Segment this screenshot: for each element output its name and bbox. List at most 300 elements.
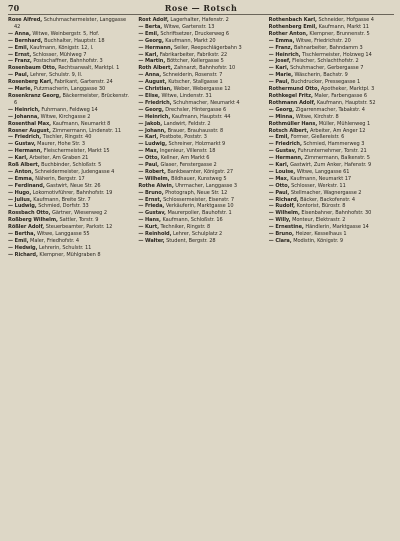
entry-details: Postbote, Poststr. 3 — [159, 134, 207, 141]
entry-name: — Marie, — [8, 86, 33, 93]
directory-entry — [8, 38, 133, 45]
directory-entry — [269, 176, 394, 183]
directory-entry — [138, 141, 263, 148]
entry-details: Bildhauer, Kunstweg 5 — [171, 175, 227, 182]
entry-name: — Berta, — [138, 23, 163, 30]
directory-entry — [8, 231, 133, 238]
entry-name: — Clara, — [268, 238, 292, 244]
entry-name: — Johanna, — [8, 113, 40, 120]
directory-entry — [8, 238, 133, 245]
entry-name: — Karl, — [138, 51, 159, 58]
entry-details: Photograph, Neue Str. 12 — [165, 189, 228, 196]
directory-entry — [8, 183, 133, 190]
entry-name: — Gustav, — [8, 141, 36, 148]
entry-details: Maler, Friedhofstr. 4 — [30, 238, 80, 244]
directory-entry — [138, 217, 263, 224]
entry-details: Buchdrucker, Pressegasse 1 — [290, 79, 361, 86]
entry-details: Maler, Farbengasse 6 — [314, 92, 368, 99]
directory-entry — [269, 72, 394, 79]
entry-name: Rothmann Adolf, — [268, 99, 316, 106]
directory-entry — [8, 107, 133, 114]
directory-entry — [138, 176, 263, 183]
entry-name: — Ernestine, — [268, 224, 304, 231]
entry-details: Klempner, Mühlgraben 8 — [39, 251, 101, 258]
entry-details: Lokomotivführer, Bahnhofstr. 19 — [32, 189, 113, 196]
entry-name: — Emma, — [8, 175, 34, 182]
entry-name: — Christian, — [138, 86, 173, 93]
entry-name: Rothenbach Karl, — [268, 17, 317, 23]
entry-details: Schreiner, Holzmarkt 9 — [168, 141, 226, 148]
entry-details: Witwe, Weinbergstr. 5, Hof. — [32, 30, 100, 37]
directory-entry — [138, 24, 263, 31]
directory-entry — [138, 134, 263, 141]
directory-entry — [138, 93, 263, 100]
entry-name: — Ernst, — [138, 196, 162, 203]
entry-details: Kaufmann, Markt 20 — [165, 37, 216, 44]
entry-name: — Minna, — [268, 113, 295, 120]
entry-name: — Paul, — [268, 79, 290, 86]
entry-details: Apotheker, Marktpl. 3 — [320, 86, 375, 93]
entry-name: — Friedrich, — [138, 99, 172, 106]
entry-name: — Bertha, — [8, 231, 36, 238]
entry-name: — Josef, — [268, 58, 291, 65]
entry-name: Rosenbaum Otto, — [8, 65, 57, 72]
directory-entry — [138, 52, 263, 59]
columns — [8, 17, 394, 537]
directory-entry — [8, 45, 133, 52]
directory-entry — [8, 17, 133, 31]
entry-details: Verkäuferin, Marktgasse 10 — [165, 203, 234, 210]
entry-name: — Georg, — [138, 37, 164, 44]
entry-details: Gärtner, Wiesenweg 2 — [51, 210, 108, 217]
entry-name: — Heinrich, — [268, 51, 301, 58]
directory-entry — [269, 238, 394, 245]
directory-entry — [269, 65, 394, 72]
entry-name: Rosenkranz Georg, — [8, 92, 61, 99]
directory-entry — [269, 128, 394, 135]
entry-name: — Karl, — [268, 65, 289, 72]
entry-details: Klempner, Brunnenstr. 5 — [309, 30, 370, 37]
entry-name: — Elise, — [138, 92, 160, 99]
entry-name: — Gustav, — [138, 210, 166, 217]
directory-entry — [269, 231, 394, 238]
entry-details: Maurerpolier, Bauhofstr. 1 — [167, 210, 232, 217]
header-rule — [8, 14, 394, 15]
entry-details: Stellmacher, Wagnergasse 2 — [290, 189, 362, 196]
entry-name: — Heinrich, — [138, 113, 171, 120]
entry-name: — Heinrich, — [8, 106, 40, 113]
entry-details: Bahnarbeiter, Bahndamm 3 — [294, 44, 363, 51]
directory-entry — [8, 224, 133, 231]
directory-entry — [8, 245, 133, 252]
entry-details: Bankbeamter, Königstr. 27 — [167, 168, 234, 175]
entry-name: — Hermann, — [268, 155, 303, 162]
page-number: 70 — [8, 3, 20, 13]
entry-details: Uhrmacher, Langgasse 3 — [175, 182, 238, 189]
entry-name: — Marie, — [268, 72, 293, 79]
entry-details: Lehrer, Schulplatz 2 — [173, 231, 223, 238]
directory-entry — [8, 169, 133, 176]
entry-details: Schneider, Hofgasse 4 — [318, 17, 374, 23]
directory-entry — [8, 86, 133, 93]
directory-entry — [8, 58, 133, 65]
entry-name: — August, — [138, 79, 167, 86]
entry-name: — Wilhelm, — [138, 175, 170, 182]
entry-name: — Franz, — [8, 58, 32, 65]
entry-details: Schlossermeister, Eisenstr. 7 — [163, 196, 234, 203]
entry-details: Buchhalter, Hauptstr. 18 — [44, 37, 105, 44]
entry-details: Zahnarzt, Bahnhofstr. 10 — [173, 65, 236, 72]
entry-name: Roß Albert, — [8, 162, 40, 169]
directory-entry — [138, 107, 263, 114]
entry-details: Witwe, Langgasse 55 — [36, 231, 90, 238]
entry-details: Händlerin, Marktgasse 14 — [305, 224, 369, 231]
entry-details: Kaufmann, Breite Str. 7 — [33, 196, 91, 203]
directory-entry — [269, 52, 394, 59]
entry-details: Lehrerin, Schulstr. 11 — [39, 244, 92, 251]
entry-name: Rost Adolf, — [138, 17, 169, 23]
entry-name: — Walter, — [138, 238, 165, 244]
entry-name: Roth Albert, — [138, 65, 173, 72]
entry-name: — Richard, — [8, 251, 38, 258]
entry-details: Gastwirt, Neue Str. 26 — [46, 182, 101, 189]
entry-details: Monteur, Elektrastr. 2 — [292, 217, 346, 224]
entry-details: Weber, Webergasse 12 — [173, 86, 231, 93]
directory-entry — [138, 100, 263, 107]
entry-details: Postschaffner, Bahnhofstr. 3 — [33, 58, 103, 65]
directory-entry — [8, 210, 133, 217]
directory-entry — [138, 183, 263, 190]
directory-entry — [269, 190, 394, 197]
entry-name: — Hermann, — [8, 148, 43, 155]
entry-details: Kaufmann, Hauptstr. 52 — [316, 99, 376, 106]
entry-name: — Wilhelm, — [268, 210, 300, 217]
entry-name: — Friedrich, — [268, 141, 302, 148]
entry-details: Witwe, Gartenstr. 13 — [163, 23, 215, 30]
directory-entry — [8, 203, 133, 210]
entry-details: Schmied, Hammerweg 3 — [303, 141, 365, 148]
directory-entry — [8, 141, 133, 148]
directory-entry — [138, 45, 263, 52]
entry-details: Lagerhalter, Hafenstr. 2 — [170, 17, 229, 23]
entry-name: — Kurt, — [138, 224, 159, 231]
directory-entry — [8, 79, 133, 86]
entry-name: — Ernst, — [8, 51, 32, 58]
entry-details: Modistin, Königstr. 9 — [293, 238, 343, 244]
entry-details: Drechsler, Hintergasse 6 — [165, 106, 227, 113]
directory-entry — [138, 114, 263, 121]
entry-name: — Frieda, — [138, 203, 165, 210]
entry-details: Schneiderin, Rosenstr. 7 — [162, 72, 223, 79]
entry-details: Witwe, Langgasse 61 — [296, 168, 350, 175]
column-2 — [138, 17, 263, 537]
entry-name: — Martin, — [138, 58, 166, 65]
entry-details: Schuhmacher, Gerbergasse 7 — [290, 65, 364, 72]
directory-entry — [8, 114, 133, 121]
column-3 — [269, 17, 394, 537]
directory-entry — [8, 128, 133, 135]
entry-name: — Friedrich, — [8, 134, 42, 141]
entry-details: Brauer, Brauhausstr. 8 — [167, 127, 224, 134]
directory-entry — [8, 93, 133, 107]
entry-name: — Ludwig, — [138, 141, 167, 148]
entry-details: Gastwirt, Zum Anker, Hafenstr. 9 — [290, 162, 372, 169]
entry-name: — Richard, — [268, 196, 299, 203]
directory-entry — [138, 224, 263, 231]
entry-name: — Jakob, — [138, 120, 163, 127]
directory-entry — [8, 176, 133, 183]
directory-entry — [8, 190, 133, 197]
entry-details: Buchbinder, Schloßstr. 5 — [41, 162, 102, 169]
directory-entry — [269, 114, 394, 121]
entry-details: Kaufmann, Hauptstr. 44 — [171, 113, 231, 120]
entry-name: Rosenberg Karl, — [8, 79, 53, 86]
entry-name: — Bruno, — [268, 231, 294, 238]
entry-details: Böttcher, Kellergasse 5 — [166, 58, 224, 65]
directory-entry — [138, 238, 263, 245]
entry-name: Rother Anton, — [268, 30, 308, 37]
directory-entry — [138, 72, 263, 79]
entry-name: — Georg, — [138, 106, 164, 113]
directory-entry — [269, 38, 394, 45]
entry-details: Müller, Mühlenweg 1 — [318, 120, 371, 127]
entry-name: — Ferdinand, — [8, 182, 45, 189]
entry-details: Former, Gießereistr. 6 — [290, 134, 345, 141]
entry-details: Näherin, Bergstr. 17 — [35, 175, 85, 182]
entry-name: — Emil, — [8, 44, 29, 51]
page-header — [8, 3, 394, 15]
directory-entry — [269, 17, 394, 24]
entry-name: — Hans, — [138, 217, 161, 224]
entry-name: — Emma, — [268, 37, 295, 44]
entry-details: Fleischermeister, Markt 15 — [43, 148, 110, 155]
directory-entry — [138, 58, 263, 65]
entry-name: Rossbach Otto, — [8, 210, 51, 217]
directory-entry — [269, 162, 394, 169]
entry-details: Fabrikarbeiter, Fabrikstr. 22 — [159, 51, 228, 58]
entry-name: Rothenberg Emil, — [268, 23, 318, 30]
directory-entry — [8, 65, 133, 72]
entry-details: Schneidermeister, Judengasse 4 — [34, 168, 115, 175]
directory-entry — [269, 79, 394, 86]
directory-entry — [269, 141, 394, 148]
entry-name: — Robert, — [138, 168, 166, 175]
directory-entry — [8, 121, 133, 128]
entry-details: Rechtsanwalt, Marktpl. 1 — [58, 65, 120, 72]
entry-name: — Louise, — [268, 168, 296, 175]
entry-name: — Willy, — [268, 217, 291, 224]
directory-entry — [138, 38, 263, 45]
entry-details: Putzmacherin, Langgasse 30 — [33, 86, 106, 93]
directory-entry — [8, 197, 133, 204]
directory-entry — [269, 148, 394, 155]
entry-details: Kaufmann, Schloßstr. 16 — [162, 217, 223, 224]
entry-details: Witwe, Kirchgasse 2 — [40, 113, 91, 120]
entry-details: Zimmermann, Lindenstr. 11 — [52, 127, 122, 134]
entry-name: Rothermund Otto, — [268, 86, 320, 93]
entry-name: — Anton, — [8, 168, 34, 175]
entry-details: Kutscher, Stallgasse 1 — [168, 79, 223, 86]
entry-name: — Emil, — [268, 134, 290, 141]
entry-name: — Emil, — [138, 30, 159, 37]
directory-entry — [138, 128, 263, 135]
entry-name: — Paul, — [8, 72, 29, 79]
directory-entry — [138, 190, 263, 197]
entry-name: Rothmüller Hans, — [268, 120, 318, 127]
entry-name: — Hugo, — [8, 189, 32, 196]
directory-entry — [138, 203, 263, 210]
entry-name: Roßberg Wilhelm, — [8, 217, 58, 224]
entry-details: Fleischer, Schlachthofstr. 2 — [292, 58, 359, 65]
entry-details: Maurer, Hohe Str. 3 — [37, 141, 85, 148]
directory-entry — [269, 203, 394, 210]
entry-details: Kaufmann, Markt 11 — [318, 23, 369, 30]
entry-name: — Karl, — [8, 155, 28, 162]
directory-entry — [8, 162, 133, 169]
entry-details: Tischler, Ringstr. 40 — [42, 134, 92, 141]
entry-name: — Max, — [268, 175, 289, 182]
entry-details: Witwe, Kirchstr. 8 — [295, 113, 339, 120]
entry-name: Rosenthal Max, — [8, 120, 52, 127]
entry-name: — Hermann, — [138, 44, 173, 51]
entry-details: Kaufmann, Neumarkt 17 — [290, 175, 352, 182]
entry-details: Lehrer, Schulstr. 9, II. — [30, 72, 83, 79]
column-1 — [8, 17, 133, 537]
entry-details: Techniker, Ringstr. 8 — [160, 224, 211, 231]
entry-details: Seiler, Reepschlägerbahn 3 — [174, 44, 242, 51]
entry-name: — Gustav, — [268, 148, 297, 155]
entry-details: Bäcker, Backofenstr. 4 — [300, 196, 356, 203]
directory-entry — [269, 86, 394, 93]
directory-entry — [138, 31, 263, 38]
entry-name: — Franz, — [268, 44, 293, 51]
entry-name: Rotsch Albert, — [268, 127, 309, 134]
directory-entry — [138, 79, 263, 86]
entry-name: — Paul, — [138, 162, 159, 169]
entry-details: Kellner, Am Markt 6 — [160, 155, 210, 162]
directory-entry — [269, 197, 394, 204]
entry-name: — Max, — [138, 148, 159, 155]
entry-name: — Reinhold, — [138, 231, 172, 238]
entry-details: Heizer, Kesselhaus 1 — [295, 231, 347, 238]
directory-entry — [138, 231, 263, 238]
entry-name: — Anna, — [8, 30, 31, 37]
directory-entry — [269, 121, 394, 128]
directory-entry — [269, 169, 394, 176]
directory-entry — [8, 134, 133, 141]
directory-entry — [8, 252, 133, 259]
entry-details: Witwe, Friedrichstr. 20 — [295, 37, 351, 44]
directory-entry — [138, 121, 263, 128]
entry-name: — Paul, — [268, 189, 290, 196]
entry-details: Kaufmann, Neumarkt 8 — [52, 120, 111, 127]
entry-details: Kaufmann, Königstr. 12, I. — [30, 44, 94, 51]
directory-entry — [269, 31, 394, 38]
running-head: Rose — Rotsch — [164, 3, 238, 13]
entry-name: — Anna, — [138, 72, 162, 79]
entry-name: Rößler Adolf, — [8, 224, 45, 231]
directory-entry — [8, 148, 133, 155]
entry-name: Rose Alfred, — [8, 17, 43, 23]
entry-details: Fuhrunternehmer, Torstr. 21 — [297, 148, 367, 155]
entry-name: — Bernhard, — [8, 37, 43, 44]
entry-details: Witwe, Lindenstr. 31 — [161, 92, 212, 99]
directory-entry — [269, 155, 394, 162]
entry-details: Steuerbeamter, Parkstr. 12 — [45, 224, 113, 231]
directory-entry — [269, 183, 394, 190]
directory-entry — [269, 224, 394, 231]
entry-name: Rothe Alwin, — [138, 182, 174, 189]
directory-entry — [269, 107, 394, 114]
directory-entry — [138, 17, 263, 24]
entry-details: Landwirt, Feldstr. 2 — [163, 120, 211, 127]
directory-entry — [269, 45, 394, 52]
entry-name: — Karl, — [268, 162, 289, 169]
entry-details: Schlosser, Werkstr. 11 — [291, 182, 346, 189]
entry-details: Kontorist, Bürostr. 8 — [296, 203, 346, 210]
directory-entry — [8, 217, 133, 224]
entry-details: Schuhmachermeister, Langgasse 42 — [14, 17, 127, 30]
directory-entry — [8, 72, 133, 79]
directory-entry — [269, 217, 394, 224]
directory-entry — [269, 93, 394, 100]
entry-details: Glaser, Fenstergasse 2 — [160, 162, 217, 169]
entry-name: Rosner August, — [8, 127, 51, 134]
entry-details: Eisenbahner, Bahnhofstr. 30 — [301, 210, 372, 217]
directory-entry — [138, 169, 263, 176]
entry-details: Fuhrmann, Feldweg 14 — [41, 106, 98, 113]
entry-name: — Karl, — [138, 134, 159, 141]
entry-details: Schlosser, Mühlweg 7 — [32, 51, 87, 58]
entry-details: Zimmermann, Balkenstr. 5 — [304, 155, 370, 162]
entry-name: — Hedwig, — [8, 244, 38, 251]
entry-name: — Ludwig, — [8, 203, 37, 210]
entry-details: Schriftsetzer, Druckerweg 6 — [160, 30, 229, 37]
entry-name: — Rudolf, — [268, 203, 296, 210]
entry-details: Schuhmacher, Neumarkt 4 — [173, 99, 240, 106]
entry-details: Arbeiter, Am Anger 12 — [310, 127, 366, 134]
entry-details: Zigarrenmacher, Tabakstr. 4 — [295, 106, 365, 113]
entry-name: — Otto, — [268, 182, 290, 189]
directory-entry — [269, 134, 394, 141]
directory-entry — [138, 148, 263, 155]
entry-details: Ingenieur, Villenstr. 18 — [159, 148, 216, 155]
entry-name: — Julius, — [8, 196, 32, 203]
entry-name: — Emil, — [8, 238, 29, 244]
entry-details: Sattler, Torstr. 9 — [59, 217, 99, 224]
directory-entry — [138, 86, 263, 93]
entry-details: Tischlermeister, Holzweg 14 — [302, 51, 372, 58]
directory-entry — [8, 155, 133, 162]
entry-name: — Johann, — [138, 127, 167, 134]
entry-name: Rothkegel Fritz, — [268, 92, 313, 99]
directory-entry — [269, 210, 394, 217]
entry-details: Arbeiter, Am Graben 21 — [29, 155, 89, 162]
entry-name: — Otto, — [138, 155, 160, 162]
directory-entry — [138, 210, 263, 217]
directory-entry — [8, 52, 133, 59]
directory-entry — [269, 58, 394, 65]
directory-entry — [269, 24, 394, 31]
entry-details: Wäscherin, Bachstr. 9 — [294, 72, 348, 79]
directory-entry — [269, 100, 394, 107]
entry-details: Bäckermeister, Brückenstr. 6 — [14, 92, 129, 106]
entry-details: Student, Bergstr. 28 — [166, 238, 216, 244]
entry-name: — Georg, — [268, 106, 295, 113]
directory-entry — [138, 65, 263, 72]
directory-entry — [138, 155, 263, 162]
directory-entry — [8, 31, 133, 38]
